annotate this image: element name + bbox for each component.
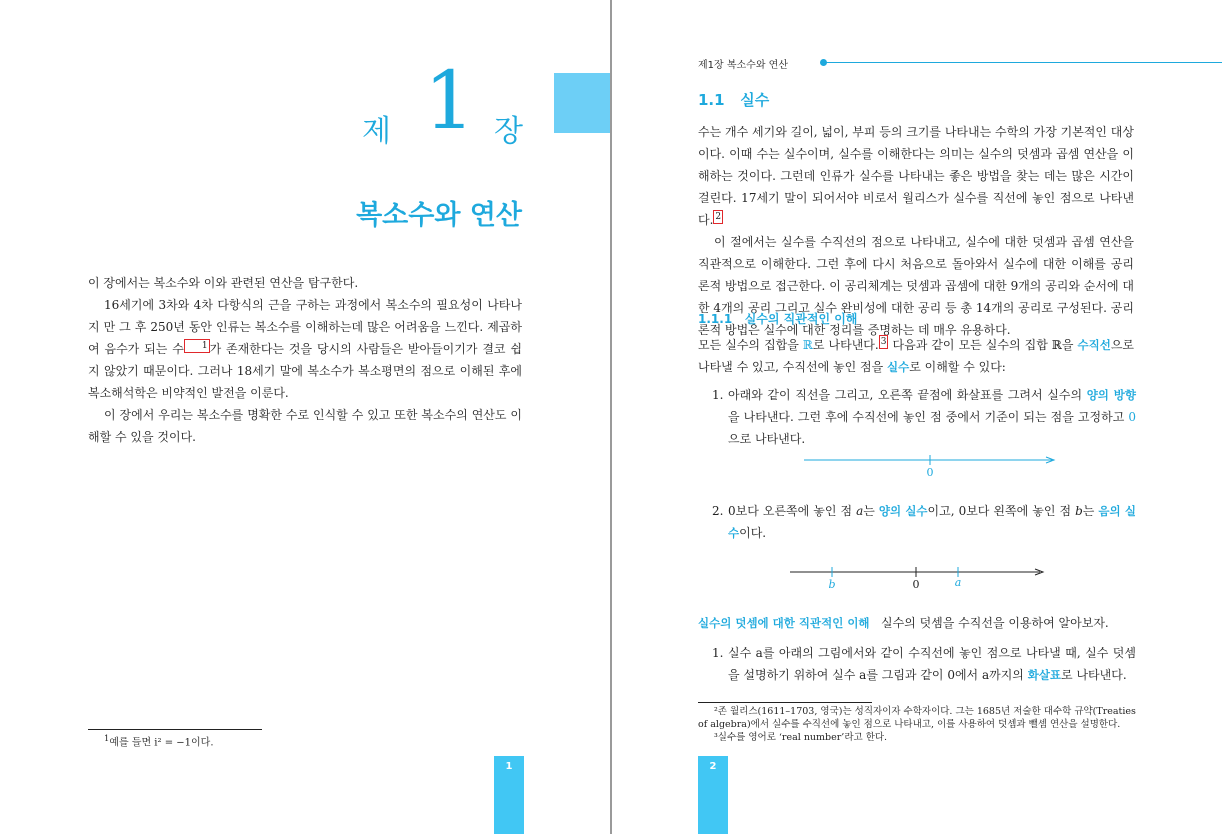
footnote-ref-2[interactable]: 2 (715, 212, 722, 222)
intro-paragraph-1: 이 장에서는 복소수와 이와 관련된 연산을 탐구한다. (88, 276, 359, 290)
item1-text-b: 을 나타낸다. 그런 후에 수직선에 놓인 점 중에서 기준이 되는 점을 고정하고 (728, 410, 1129, 424)
intro-p2-text-b: 가 존재한다는 것을 당시의 사람들은 받아들이기가 결코 쉽지 않았기 때문이다. 그러나 18세기 말에 복소수가 복소평면의 점으로 이해된 후에 복소해석학은 비약적인 발전을 이룬다. (88, 342, 522, 400)
item3-text-a: 실수 a를 아래의 그림에서와 같이 수직선에 놓인 점으로 나타낼 때, 실수 덧셈을 설명하기 위하여 실수 a를 그림과 같이 0에서 a까지의 (728, 646, 1136, 682)
paragraph-1-text: 수는 개수 세기와 길이, 넓이, 부피 등의 크기를 나타내는 수학의 가장 기본적인 대상이다. 이때 수는 실수이며, 실수를 이해한다는 의미는 실수의 덧셈과 곱셈 연산을 이해하는 것이다. 그런데 인류가 실수를 나타내는 좋은 방법을 찾는 데는 많은 시간이 걸린다. 17세기 말이 되어서야 비로서 월리스가 실수를 직선에 놓인 점으로 나타낸다. (698, 125, 1134, 227)
keyword-real-number: 실수 (887, 360, 910, 374)
chapter-prefix: 제 (362, 114, 391, 149)
chapter-intro (88, 272, 522, 448)
list-item-1-number: 1. (712, 388, 724, 402)
keyword-arrow: 화살표 (1027, 668, 1062, 682)
p3-text-c: 다음과 같이 모든 실수의 집합 ℝ을 (888, 338, 1078, 352)
page-number-tab-right (698, 756, 728, 834)
footnote-rule (88, 729, 262, 730)
page-number-right: 2 (709, 761, 717, 772)
footnote-1-text: 예를 들면 i² = −1이다. (109, 737, 214, 749)
keyword-positive-real: 양의 실수 (878, 504, 928, 518)
intro-p2-text-a: 16세기에 3차와 4차 다항식의 근을 구하는 과정에서 복소수의 필요성이 나타나지 만 그 후 250년 동안 인류는 복소수를 이해하는데 많은 어려움을 느낀다. 제곱하여 음수가 되는 수 (88, 298, 522, 356)
paragraph-2: 이 절에서는 실수를 수직선의 점으로 나타내고, 실수에 대한 덧셈과 곱셈 연산을 직관적으로 이해한다. 그런 후에 다시 처음으로 돌아와서 실수에 대한 이해를 공리론적 방법으로 접근한다. 이 공리체계는 덧셈과 곱셈에 대한 9개의 공리와 순서에 대한 4개의 공리 그리고 실수 완비성에 대한 공리 등 총 14개의 공리로 구성된다. 공리론적 방법은 실수에 대한 정리를 증명하는 데 매우 유용하다. (698, 235, 1134, 337)
keyword-negative-real: 음의 실수 (728, 504, 1136, 540)
paragraph-heading-text: 실수의 덧셈을 수직선을 이용하여 알아보자. (881, 616, 1109, 630)
paragraph-heading-title: 실수의 덧셈에 대한 직관적인 이해 (698, 616, 870, 630)
footnote-3: ³실수를 영어로 ‘real number’라고 한다. (714, 732, 888, 743)
item1-text-c: 으로 나타낸다. (728, 432, 806, 446)
number-line-2-a-label: a (954, 576, 962, 589)
footnotes-right (698, 705, 1138, 744)
reals-symbol: ℝ (802, 338, 813, 352)
chapter-number: 1 (424, 54, 475, 147)
footnote-rule-right (698, 702, 872, 703)
footnote-ref-1[interactable]: 1 (184, 339, 210, 353)
keyword-positive-direction: 양의 방향 (1086, 388, 1136, 402)
chapter-heading (300, 54, 530, 149)
keyword-number-line: 수직선 (1077, 338, 1111, 352)
item2-text-e: 이다. (739, 526, 767, 540)
page-number: 1 (505, 761, 513, 772)
number-line-1-zero-label: 0 (926, 466, 934, 479)
chapter-corner-block (554, 73, 610, 133)
item2-text-d: 는 (1082, 504, 1099, 518)
right-page (612, 0, 1222, 834)
subsection-heading (698, 310, 857, 327)
p3-text-b: 로 나타낸다. (812, 338, 879, 352)
p3-text-e: 로 이해할 수 있다: (909, 360, 1006, 374)
left-page (0, 0, 610, 834)
list-item-3 (712, 642, 1136, 686)
paragraph-3 (698, 334, 1134, 378)
section-title: 실수 (740, 91, 770, 109)
item1-zero: 0 (1128, 410, 1136, 424)
section-number: 1.1 (698, 91, 725, 109)
p3-text-d: 으로 나타낼 수 있고, 수직선에 놓인 점을 (698, 338, 1135, 374)
item2-text-a: 0보다 오른쪽에 놓인 점 (728, 504, 857, 518)
subsection-number: 1.1.1 (698, 312, 733, 326)
header-rule (826, 62, 1222, 63)
var-a: a (856, 504, 864, 518)
list-item-1 (712, 384, 1136, 450)
chapter-suffix: 장 (494, 114, 523, 149)
chapter-title: 복소수와 연산 (356, 200, 522, 231)
paragraph-heading (698, 612, 1138, 634)
number-line-1 (802, 452, 1062, 480)
footnote-1 (104, 733, 214, 748)
running-header: 제1장 복소수와 연산 (698, 60, 788, 71)
item2-text-b: 는 (863, 504, 879, 518)
item2-text-c: 이고, 0보다 왼쪽에 놓인 점 (927, 504, 1076, 518)
intro-paragraph-2 (88, 294, 522, 404)
footnote-1-marker: 1 (104, 733, 110, 743)
var-b: b (1075, 504, 1083, 518)
intro-paragraph-3: 이 장에서 우리는 복소수를 명확한 수로 인식할 수 있고 또한 복소수의 연산도 이해할 수 있을 것이다. (88, 408, 522, 444)
number-line-2 (788, 564, 1050, 592)
page-number-tab (494, 756, 524, 834)
subsection-title: 실수의 직관적인 이해 (744, 312, 858, 326)
list-item-2-number: 2. (712, 504, 724, 518)
item1-text-a: 아래와 같이 직선을 그리고, 오른쪽 끝점에 화살표를 그려서 실수의 (728, 388, 1087, 402)
paragraph-1 (698, 121, 1134, 231)
section-heading (698, 89, 769, 110)
section-intro (698, 121, 1134, 341)
list-item-2 (712, 500, 1136, 544)
p3-text-a: 모든 실수의 집합을 (698, 338, 803, 352)
number-line-2-zero-label: 0 (912, 578, 920, 591)
item3-text-b: 로 나타낸다. (1061, 668, 1127, 682)
footnote-2: ²존 월리스(1611–1703, 영국)는 성직자이자 수학자이다. 그는 1685년 저술한 대수학 규약(Treaties of algebra)에서 실수를 수직선에 놓인 점으로 나타내고, 이를 사용하여 덧셈과 뺄셈 연산을 설명한다. (698, 706, 1136, 730)
list-item-3-number: 1. (712, 646, 724, 660)
number-line-2-b-label: b (828, 578, 836, 591)
footnote-ref-3[interactable]: 3 (880, 337, 887, 347)
